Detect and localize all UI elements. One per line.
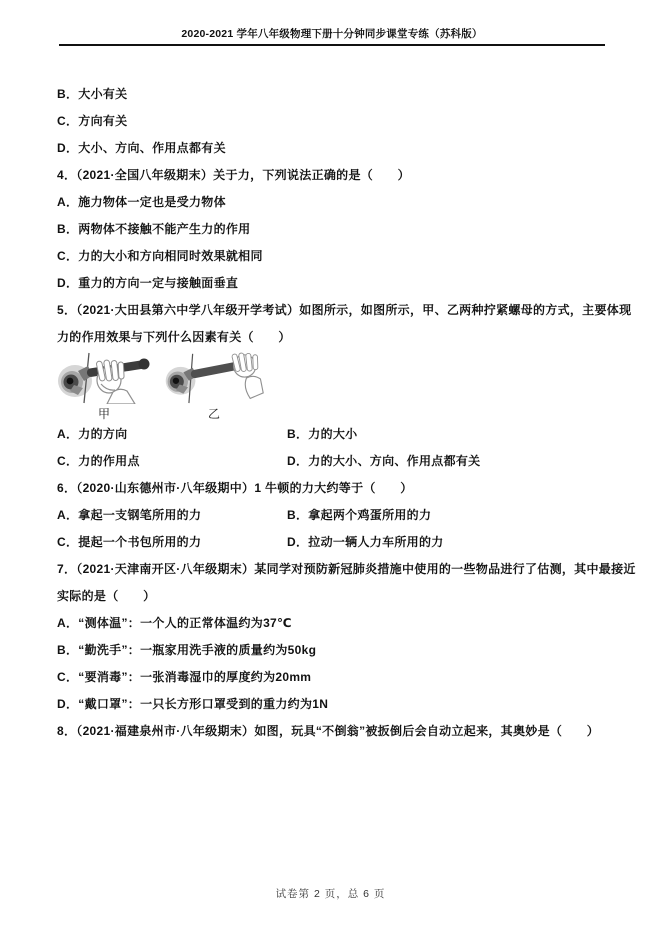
page-content	[57, 80, 636, 744]
question-stem: 4．（2021·全国八年级期末）关于力，下列说法正确的是（ ）	[57, 168, 410, 182]
option-item: A．拿起一支钢笔所用的力	[57, 508, 202, 522]
question-stem: 5．（2021·大田县第六中学八年级开学考试）如图所示，如图所示，甲、乙两种拧紧螺母的方式，主要体现	[57, 303, 632, 317]
option-item: A．施力物体一定也是受力物体	[57, 195, 226, 209]
wrench-grip-near-head-image	[57, 352, 151, 404]
question-stem: 8．（2021·福建泉州市·八年级期末）如图，玩具“不倒翁”被扳倒后会自动立起来，其奥妙是（ ）	[57, 724, 600, 738]
option-item: D．重力的方向一定与接触面垂直	[57, 276, 239, 290]
option-item: D．“戴口罩”：一只长方形口罩受到的重力约为1N	[57, 697, 329, 711]
option-item: B．大小有关	[57, 87, 128, 101]
page-number-text: 试卷第 2 页，总 6 页	[275, 888, 386, 900]
question-stem: 7．（2021·天津南开区·八年级期末）某同学对预防新冠肺炎措施中使用的一些物品进行了估测，其中最接近	[57, 562, 636, 576]
question-stem: 6．（2020·山东德州市·八年级期中）1 牛顿的力大约等于（ ）	[57, 481, 413, 495]
option-item: C．提起一个书包所用的力	[57, 535, 202, 549]
page-header	[59, 0, 605, 46]
figure-jia	[57, 352, 151, 422]
figure-label: 乙	[207, 407, 220, 421]
option-row	[57, 528, 604, 555]
option-item: B．拿起两个鸡蛋所用的力	[287, 508, 432, 522]
document-title: 2020-2021 学年八年级物理下册十分钟同步课堂专练（苏科版）	[181, 28, 483, 40]
option-row	[57, 447, 604, 474]
question-stem-continued: 力的作用效果与下列什么因素有关（ ）	[57, 330, 291, 344]
option-row	[57, 501, 604, 528]
option-item: B．“勤洗手”：一瓶家用洗手液的质量约为50kg	[57, 643, 317, 657]
option-item: C．方向有关	[57, 114, 128, 128]
page-footer	[0, 886, 661, 901]
option-item: D．大小、方向、作用点都有关	[57, 141, 226, 155]
option-item: A．力的方向	[57, 427, 128, 441]
wrench-grip-at-end-image	[161, 352, 267, 404]
q5-figure	[57, 350, 604, 420]
figure-label: 甲	[97, 407, 110, 421]
figure-yi	[161, 352, 267, 422]
option-item: A．“测体温”：一个人的正常体温约为37℃	[57, 616, 292, 630]
option-item: C．力的作用点	[57, 454, 140, 468]
option-item: B．力的大小	[287, 427, 358, 441]
option-row	[57, 420, 604, 447]
question-stem-continued: 实际的是（ ）	[57, 589, 156, 603]
option-item: B．两物体不接触不能产生力的作用	[57, 222, 251, 236]
option-item: D．力的大小、方向、作用点都有关	[287, 454, 481, 468]
option-item: C．“要消毒”：一张消毒湿巾的厚度约为20mm	[57, 670, 312, 684]
option-item: C．力的大小和方向相同时效果就相同	[57, 249, 263, 263]
option-item: D．拉动一辆人力车所用的力	[287, 535, 444, 549]
